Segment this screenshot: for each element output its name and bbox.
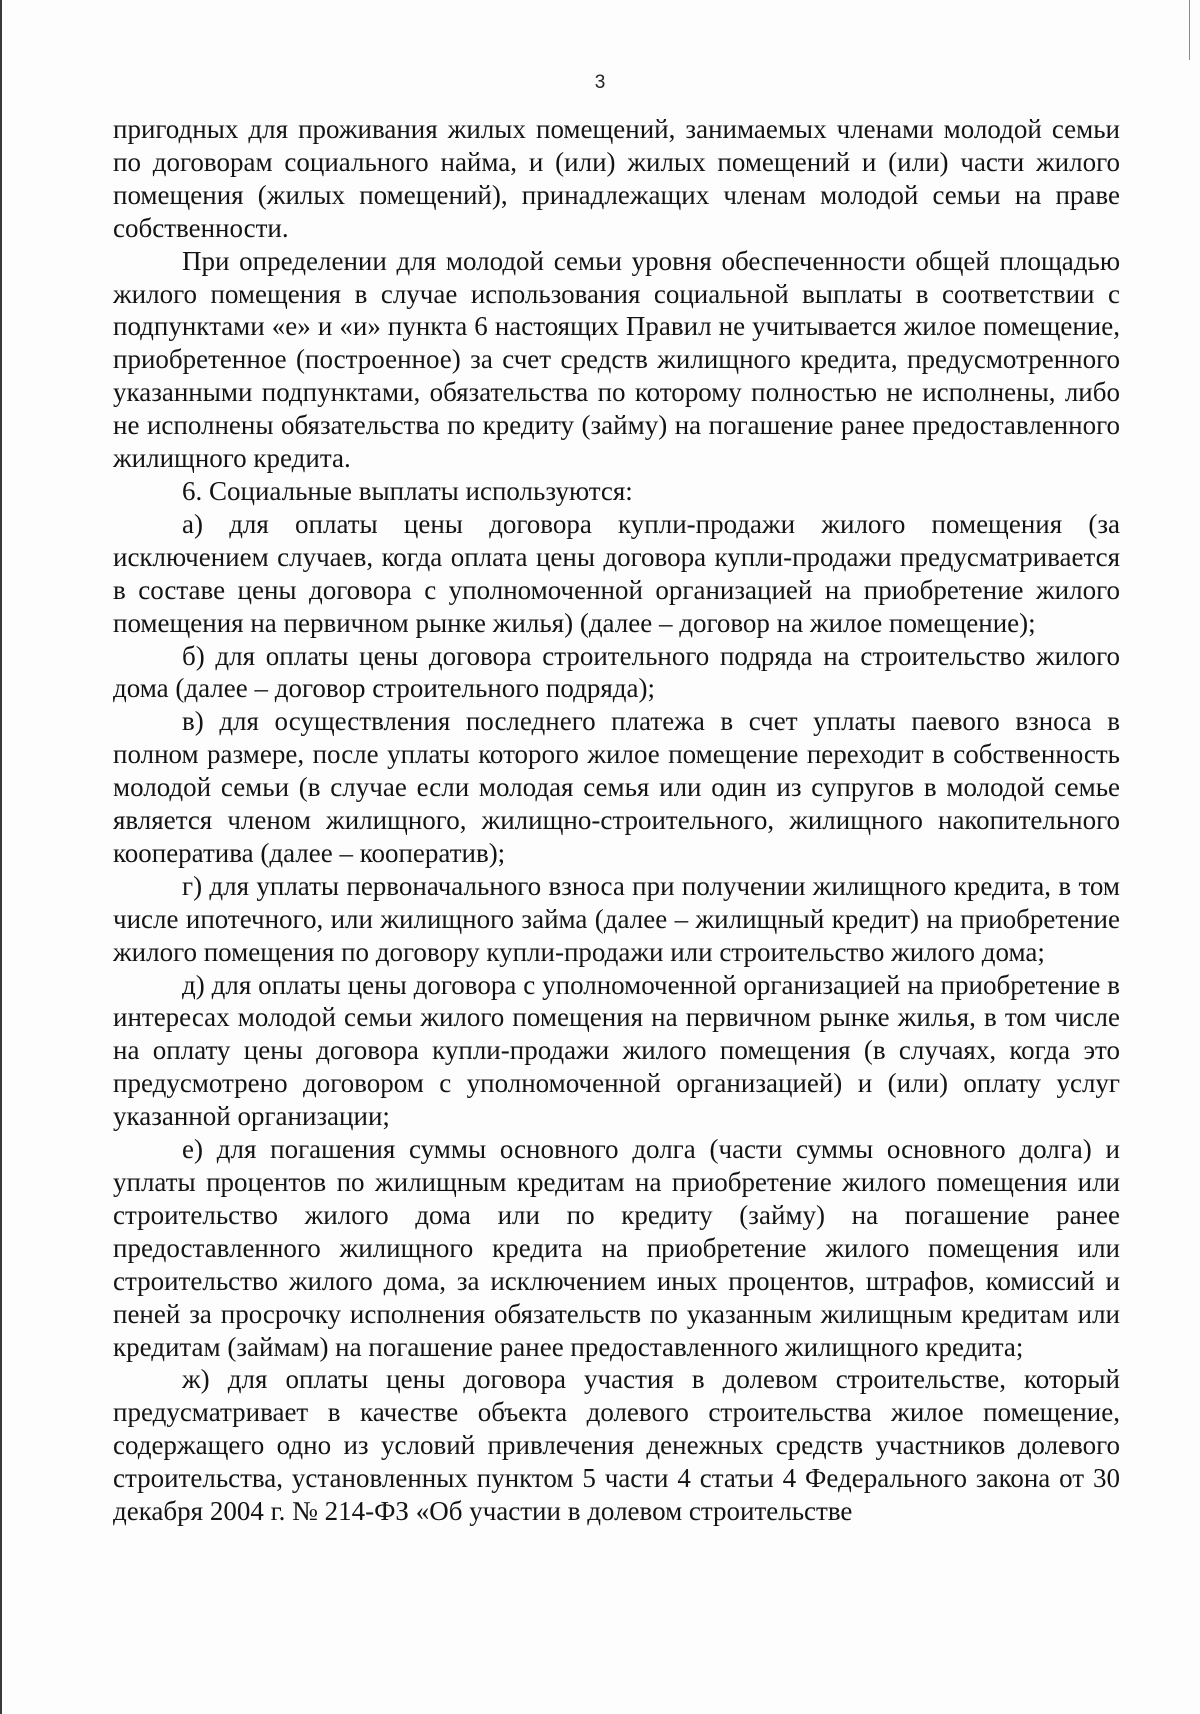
paragraph-item-b: б) для оплаты цены договора строительного подряда на строительство жилого дома (далее – договор строительного подряда); (113, 640, 1120, 704)
paragraph-continuation: пригодных для проживания жилых помещений, занимаемых членами молодой семьи по договорам социального найма, и (или) жилых помещений и (или) части жилого помещения (жилых помещений), принадлежащих членам молодой семьи на праве собственности. (113, 114, 1120, 243)
page-number: 3 (594, 72, 606, 93)
paragraph-item-d: д) для оплаты цены договора с уполномоченной организацией на приобретение в интересах молодой семьи жилого помещения на первичном рынке жилья, в том числе на оплату цены договора купли-продажи жилого помещения (в случаях, когда это предусмотрено договором с уполномоченной организацией) и (или) оплату услуг указанной организации; (113, 969, 1120, 1132)
paragraph-section-6-heading: 6. Социальные выплаты используются: (182, 475, 633, 506)
paragraph-area-calculation: При определении для молодой семьи уровня обеспеченности общей площадью жилого помещения в случае использования социальной выплаты в соответствии с подпунктами «е» и «и» пункта 6 настоящих Правил не учитывается жилое помещение, приобретенное (построенное) за счет средств жилищного кредита, предусмотренного указанными подпунктами, обязательства по которому полностью не исполнены, либо не исполнены обязательства по кредиту (займу) на погашение ранее предоставленного жилищного кредита. (113, 245, 1120, 474)
scan-edge-right (1189, 0, 1190, 60)
paragraph-item-a: а) для оплаты цены договора купли-продажи жилого помещения (за исключением случаев, когда оплата цены договора купли-продажи предусматривается в составе цены договора с уполномоченной организацией на приобретение жилого помещения на первичном рынке жилья) (далее – договор на жилое помещение); (113, 508, 1120, 638)
paragraph-item-e: е) для погашения суммы основного долга (части суммы основного долга) и уплаты процентов по жилищным кредитам на приобретение жилого помещения или строительство жилого дома или по кредиту (займу) на погашение ранее предоставленного жилищного кредита на приобретение жилого помещения или строительство жилого дома, за исключением иных процентов, штрафов, комиссий и пеней за просрочку исполнения обязательств по указанным жилищным кредитам или кредитам (займам) на погашение ранее предоставленного жилищного кредита; (113, 1134, 1120, 1362)
paragraph-item-g: г) для уплаты первоначального взноса при получении жилищного кредита, в том числе ипотечного, или жилищного займа (далее – жилищный кредит) на приобретение жилого помещения по договору купли-продажи или строительство жилого дома; (113, 870, 1120, 967)
scan-edge-left (0, 0, 2, 1714)
document-body (113, 113, 1120, 1528)
paragraph-item-zh: ж) для оплаты цены договора участия в долевом строительстве, который предусматривает в качестве объекта долевого строительства жилое помещение, содержащего одно из условий привлечения денежных средств участников долевого строительства, установленных пунктом 5 части 4 статьи 4 Федерального закона от 30 декабря 2004 г. № 214-ФЗ «Об участии в долевом строительстве (113, 1364, 1120, 1527)
paragraph-item-v: в) для осуществления последнего платежа в счет уплаты паевого взноса в полном размере, после уплаты которого жилое помещение переходит в собственность молодой семьи (в случае если молодая семья или один из супругов в молодой семье является членом жилищного, жилищно-строительного, жилищного накопительного кооператива (далее – кооператив); (113, 706, 1120, 868)
